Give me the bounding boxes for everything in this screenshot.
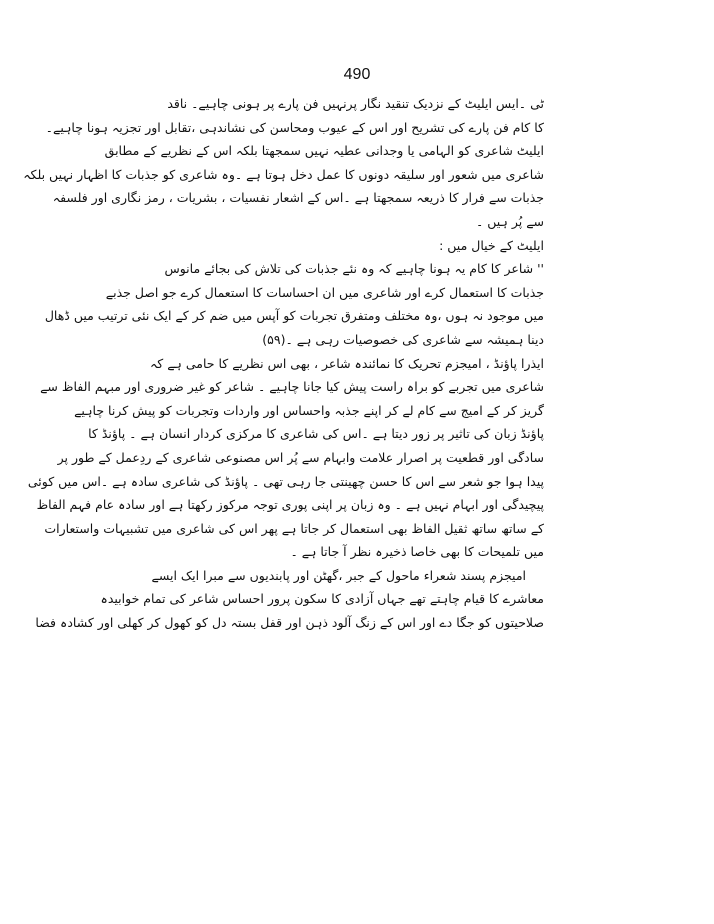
text-line: معاشرے کا قیام چاہتے تھے جہاں آزادی کا سکون پرور احساس شاعر کی تمام خوابیدہ <box>100 591 544 607</box>
text-line: شاعری میں شعور اور سلیقہ دونوں کا عمل دخل ہوتا ہے ۔وہ شاعری کو جذبات کا اظہار نہیں بلکہ <box>23 166 544 182</box>
text-line: پاؤنڈ زبان کی تاثیر پر زور دیتا ہے ۔اس کی شاعری کا مرکزی کردار انسان ہے ۔ پاؤنڈ کا <box>88 426 544 442</box>
quote-line: جذبات کا استعمال کرے اور شاعری میں ان احساسات کا استعمال کرے جو اصل جذبے <box>105 284 544 300</box>
text-line: جذبات سے فرار کا ذریعہ سمجھتا ہے ۔اس کے اشعار نفسیات ، بشریات ، رمز نگاری اور فلسفہ <box>52 190 544 206</box>
text-line: پیچیدگی اور ابہام نہیں ہے ۔ وہ زبان پر اپنی پوری توجہ مرکوز رکھتا ہے اور سادہ عام فہم الفاظ <box>36 497 544 513</box>
text-line: ایلیٹ شاعری کو الہامی یا وجدانی عطیہ نہیں سمجھتا بلکہ اس کے نظریے کے مطابق <box>104 143 544 159</box>
text-line: پیدا ہوا جو شعر سے اس کا حسن چھینتی جا رہی تھی ۔ پاؤنڈ کی شاعری سادہ ہے ۔اس میں کوئی <box>27 473 544 489</box>
text-line: ٹی ۔ایس ایلیٹ کے نزدیک تنقید نگار پرنہیں فن پارے پر ہونی چاہیے۔ ناقد <box>167 96 544 111</box>
text-line: کا کام فن پارے کی تشریح اور اس کے عیوب ومحاسن کی نشاندہی ،تقابل اور تجزیہ ہونا چاہیے۔ <box>45 119 544 135</box>
page-number: 490 <box>343 66 371 83</box>
text-line: ایلیٹ کے خیال میں : <box>439 237 544 253</box>
body-text <box>23 92 544 635</box>
text-line: گریز کر کے امیج سے کام لے کر اپنے جذبہ واحساس اور واردات وتجربات کو پیش کرنا چاہیے <box>74 402 544 418</box>
text-line: سے پُر ہیں ۔ <box>475 213 544 229</box>
text-line: میں تلمیحات کا بھی خاصا ذخیرہ نظر آ جاتا ہے ۔ <box>290 544 544 560</box>
text-line: کے ساتھ ساتھ ثقیل الفاظ بھی استعمال کر جاتا ہے پھر اس کی شاعری میں تشبیہات واستعارات <box>44 520 544 536</box>
text-line: ایذرا پاؤنڈ ، امیجزم تحریک کا نمائندہ شاعر ، بھی اس نظریے کا حامی ہے کہ <box>149 355 544 371</box>
text-line: سادگی اور قطعیت پر اصرار علامت وابہام سے پُر اس مصنوعی شاعری کے ردِعمل کے طور پر <box>57 449 544 465</box>
quote-line: میں موجود نہ ہوں ،وہ مختلف ومتفرق تجربات کو آپس میں ضم کر کے ایک نئی ترتیب میں ڈھال <box>44 308 544 324</box>
quote-line: دینا ہمیشہ سے شاعری کی خصوصیات رہی ہے ۔(۵۹) <box>262 331 544 347</box>
text-line: شاعری میں تجربے کو براہ راست پیش کیا جانا چاہیے ۔ شاعر کو غیر ضروری اور مبہم الفاظ سے <box>40 379 544 395</box>
quote-line: '' شاعر کا کام یہ ہونا چاہیے کہ وہ نئے جذبات کی تلاش کی بجائے مانوس <box>164 261 544 277</box>
text-line: امیجزم پسند شعراء ماحول کے جبر ،گھٹن اور پابندیوں سے مبرا ایک ایسے <box>151 567 526 583</box>
text-line: صلاحیتوں کو جگا دے اور اس کے زنگ آلود ذہن اور قفل بستہ دل کو کھول کر کھلی اور کشادہ فضا <box>35 615 544 631</box>
